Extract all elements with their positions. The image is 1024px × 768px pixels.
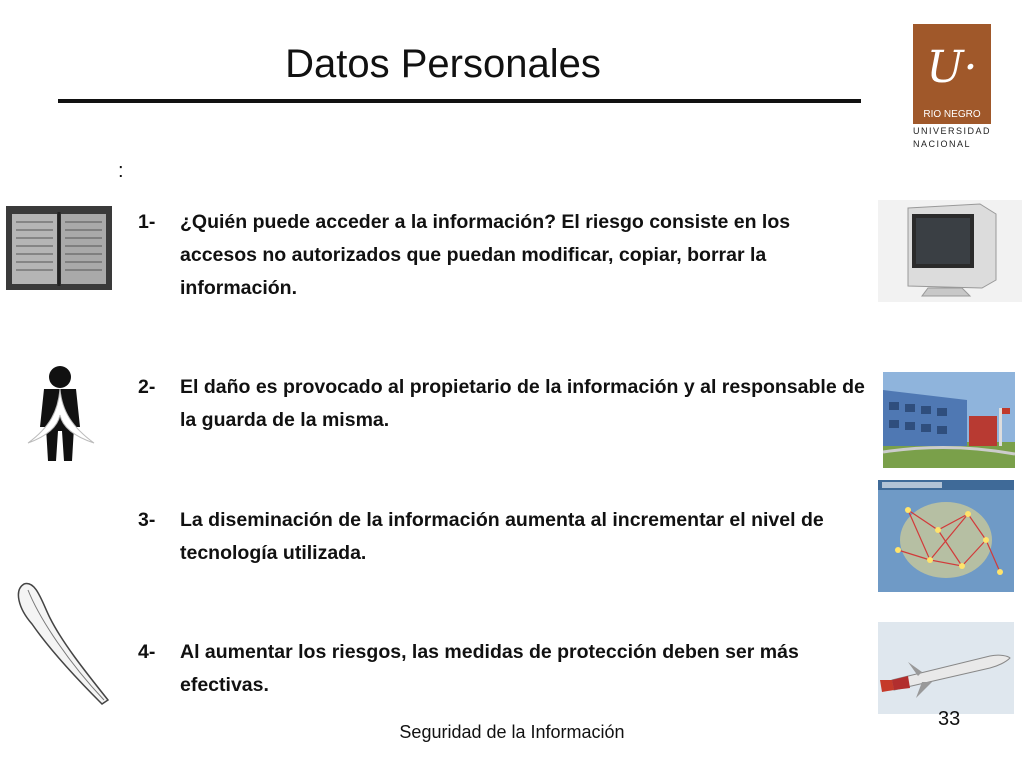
logo-city: RIO NEGRO [923,109,981,120]
network-map-image [878,480,1014,592]
feather-image [10,572,122,712]
logo-line-1: UNIVERSIDAD [913,126,992,136]
list-item-1 [138,206,868,305]
colon-mark: : [118,160,124,182]
list-item-4 [138,636,868,702]
university-logo [913,24,995,150]
page-number: 33 [938,708,961,730]
person-figure-image [20,365,100,463]
logo-emblem [913,24,991,124]
missile-image [878,622,1014,714]
item-number-3: 3- [138,509,156,531]
title-underline [58,99,861,103]
old-book-image [6,206,112,290]
crt-monitor-image [878,200,1022,302]
list-item-2 [138,371,868,437]
item-text-1: ¿Quién puede acceder a la información? El riesgo consiste en los accesos no autorizados que puedan modificar, copiar, borrar la información. [180,211,791,299]
item-number-4: 4- [138,641,156,663]
company-building-image [883,372,1015,468]
list-item-3 [138,504,868,570]
slide-title: Datos Personales [285,42,601,86]
logo-line-2: NACIONAL [913,139,972,149]
item-text-2: El daño es provocado al propietario de la información y al responsable de la guarda de la misma. [180,376,865,431]
item-text-4: Al aumentar los riesgos, las medidas de protección deben ser más efectivas. [180,641,799,696]
slide-footer: Seguridad de la Información [399,722,625,742]
item-number-2: 2- [138,376,156,398]
item-text-3: La diseminación de la información aumenta al incrementar el nivel de tecnología utilizada. [180,509,824,564]
item-number-1: 1- [138,211,156,233]
logo-mark: U· [926,42,978,93]
